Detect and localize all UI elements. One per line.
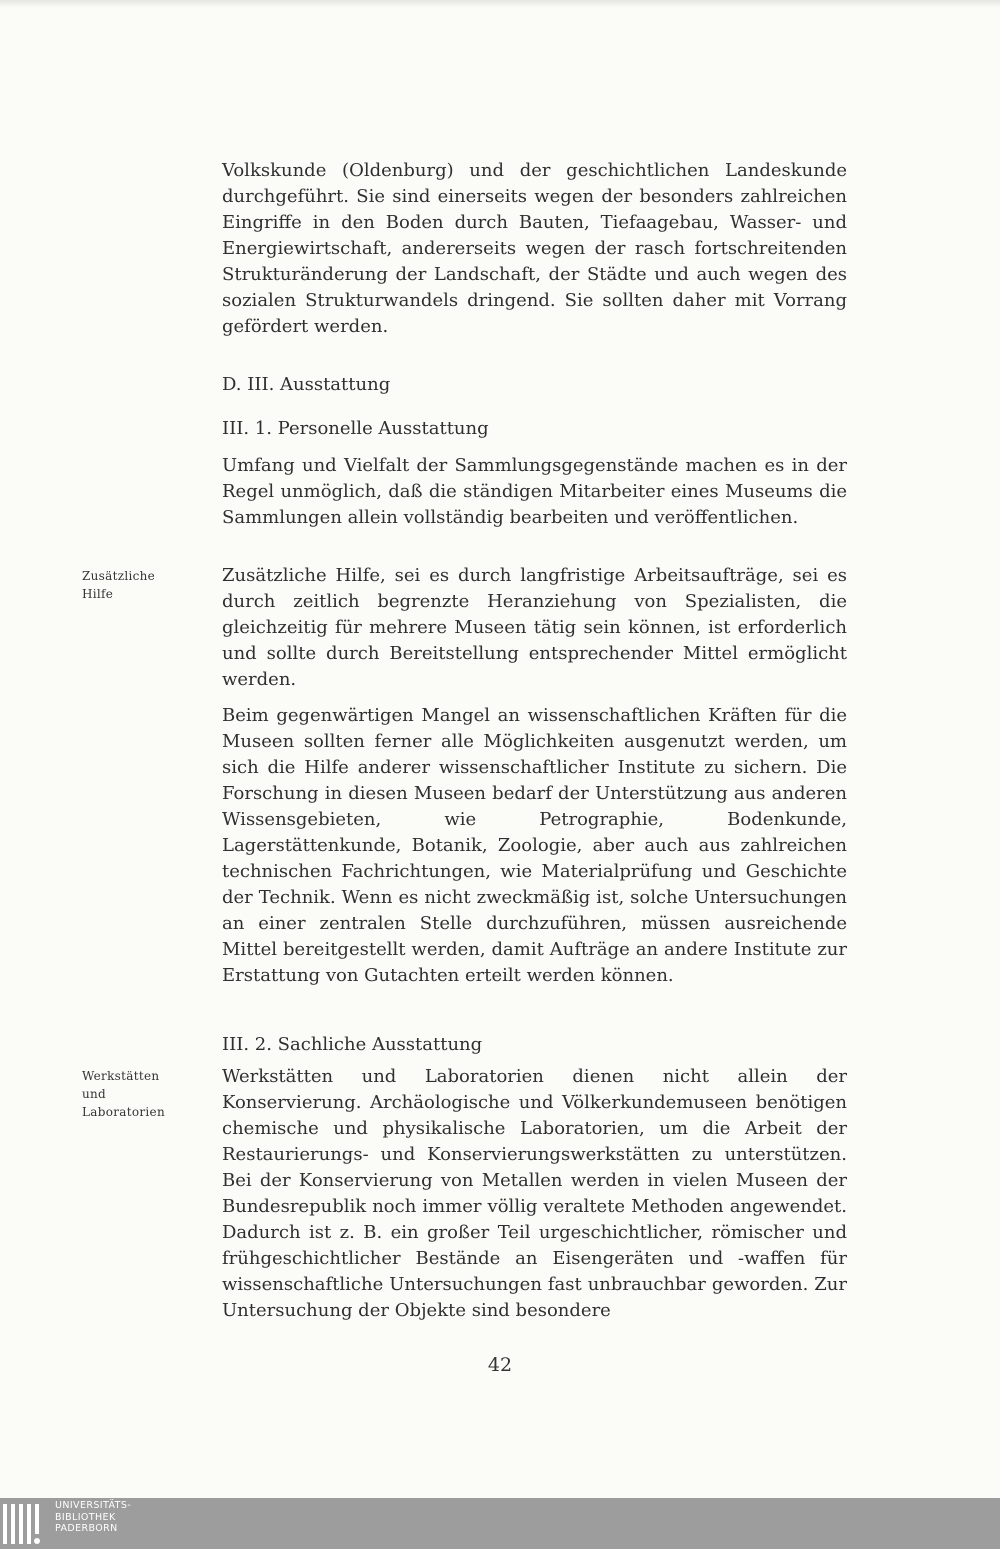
margin-note-workshops bbox=[82, 1067, 192, 1121]
margin-note-additional-help bbox=[82, 567, 192, 603]
paragraph-3: Zusätzliche Hilfe, sei es durch langfristige Arbeitsaufträge, sei es durch zeitlich begrenzte Heranziehung von Spezialisten, die gleichzeitig für mehrere Museen tätig sein können, ist erforderlich und sollte durch Bereitstellung entsprechender Mittel ermöglicht werden. bbox=[222, 565, 847, 690]
margin-note-line: Laboratorien bbox=[82, 1105, 165, 1119]
subsection-heading-personnel: III. 1. Personelle Ausstattung bbox=[222, 418, 489, 439]
library-name-line: PADERBORN bbox=[55, 1523, 118, 1534]
library-footer-bar bbox=[0, 1498, 1000, 1549]
paragraph-2: Umfang und Vielfalt der Sammlungsgegenstände machen es in der Regel unmöglich, daß die ständigen Mitarbeiter eines Museums die Sammlungen allein vollständig bearbeiten und veröffentlichen. bbox=[222, 455, 847, 528]
section-heading: D. III. Ausstattung bbox=[222, 374, 391, 395]
margin-note-line: Hilfe bbox=[82, 587, 114, 601]
paragraph-1: Volkskunde (Oldenburg) und der geschichtlichen Landeskunde durchgeführt. Sie sind einerseits wegen der besonders zahlreichen Eingriffe in den Boden durch Bauten, Tiefaagebau, Wasser- und Energiewirtschaft, andererseits wegen der rasch fortschreitenden Strukturänderung der Landschaft, der Städte und auch wegen des sozialen Strukturwandels dringend. Sie sollten daher mit Vorrang gefördert werden. bbox=[222, 160, 847, 337]
subsection-heading-material: III. 2. Sachliche Ausstattung bbox=[222, 1034, 483, 1055]
margin-note-line: und bbox=[82, 1087, 107, 1101]
library-name-line: UNIVERSITÄTS- bbox=[55, 1500, 132, 1511]
margin-note-line: Zusätzliche bbox=[82, 569, 156, 583]
paragraph-5: Werkstätten und Laboratorien dienen nicht allein der Konservierung. Archäologische und Völkerkundemuseen benötigen chemische und physikalische Laboratorien, um die Arbeit der Restaurierungs- und Konservierungswerkstätten zu unterstützen. Bei der Konservierung von Metallen werden in vielen Museen der Bundesrepublik noch immer völlig veraltete Methoden angewendet. Dadurch ist z. B. ein großer Teil urgeschichtlicher, römischer und frühgeschichtlicher Bestände an Eisengeräten und -waffen für wissenschaftliche Untersuchungen fast unbrauchbar geworden. Zur Untersuchung der Objekte sind besondere bbox=[222, 1066, 847, 1321]
paragraph-4: Beim gegenwärtigen Mangel an wissenschaftlichen Kräften für die Museen sollten ferner alle Möglichkeiten ausgenutzt werden, um sich die Hilfe anderer wissenschaftlicher Institute zu sichern. Die Forschung in diesen Museen bedarf der Unterstützung aus anderen Wissensgebieten, wie Petrographie, Bodenkunde, Lagerstättenkunde, Botanik, Zoologie, aber auch aus zahlreichen technischen Fachrichtungen, wie Materialprüfung und Geschichte der Technik. Wenn es nicht zweckmäßig ist, solche Untersuchungen an einer zentralen Stelle durchzuführen, müssen ausreichende Mittel bereitgestellt werden, damit Aufträge an andere Institute zur Erstattung von Gutachten erteilt werden können. bbox=[222, 705, 847, 986]
paragraph-block-2 bbox=[222, 453, 847, 531]
paragraph-block-4 bbox=[222, 703, 847, 989]
page-edge bbox=[0, 0, 1000, 8]
margin-note-line: Werkstätten bbox=[82, 1069, 160, 1083]
paragraph-block-5 bbox=[222, 1064, 847, 1324]
paragraph-block-3 bbox=[222, 563, 847, 693]
paragraph-continuation bbox=[222, 158, 847, 340]
library-logo-icon bbox=[0, 1498, 50, 1549]
library-name-line: BIBLIOTHEK bbox=[55, 1511, 116, 1523]
library-name bbox=[55, 1500, 131, 1535]
page-number: 42 bbox=[487, 1354, 513, 1376]
